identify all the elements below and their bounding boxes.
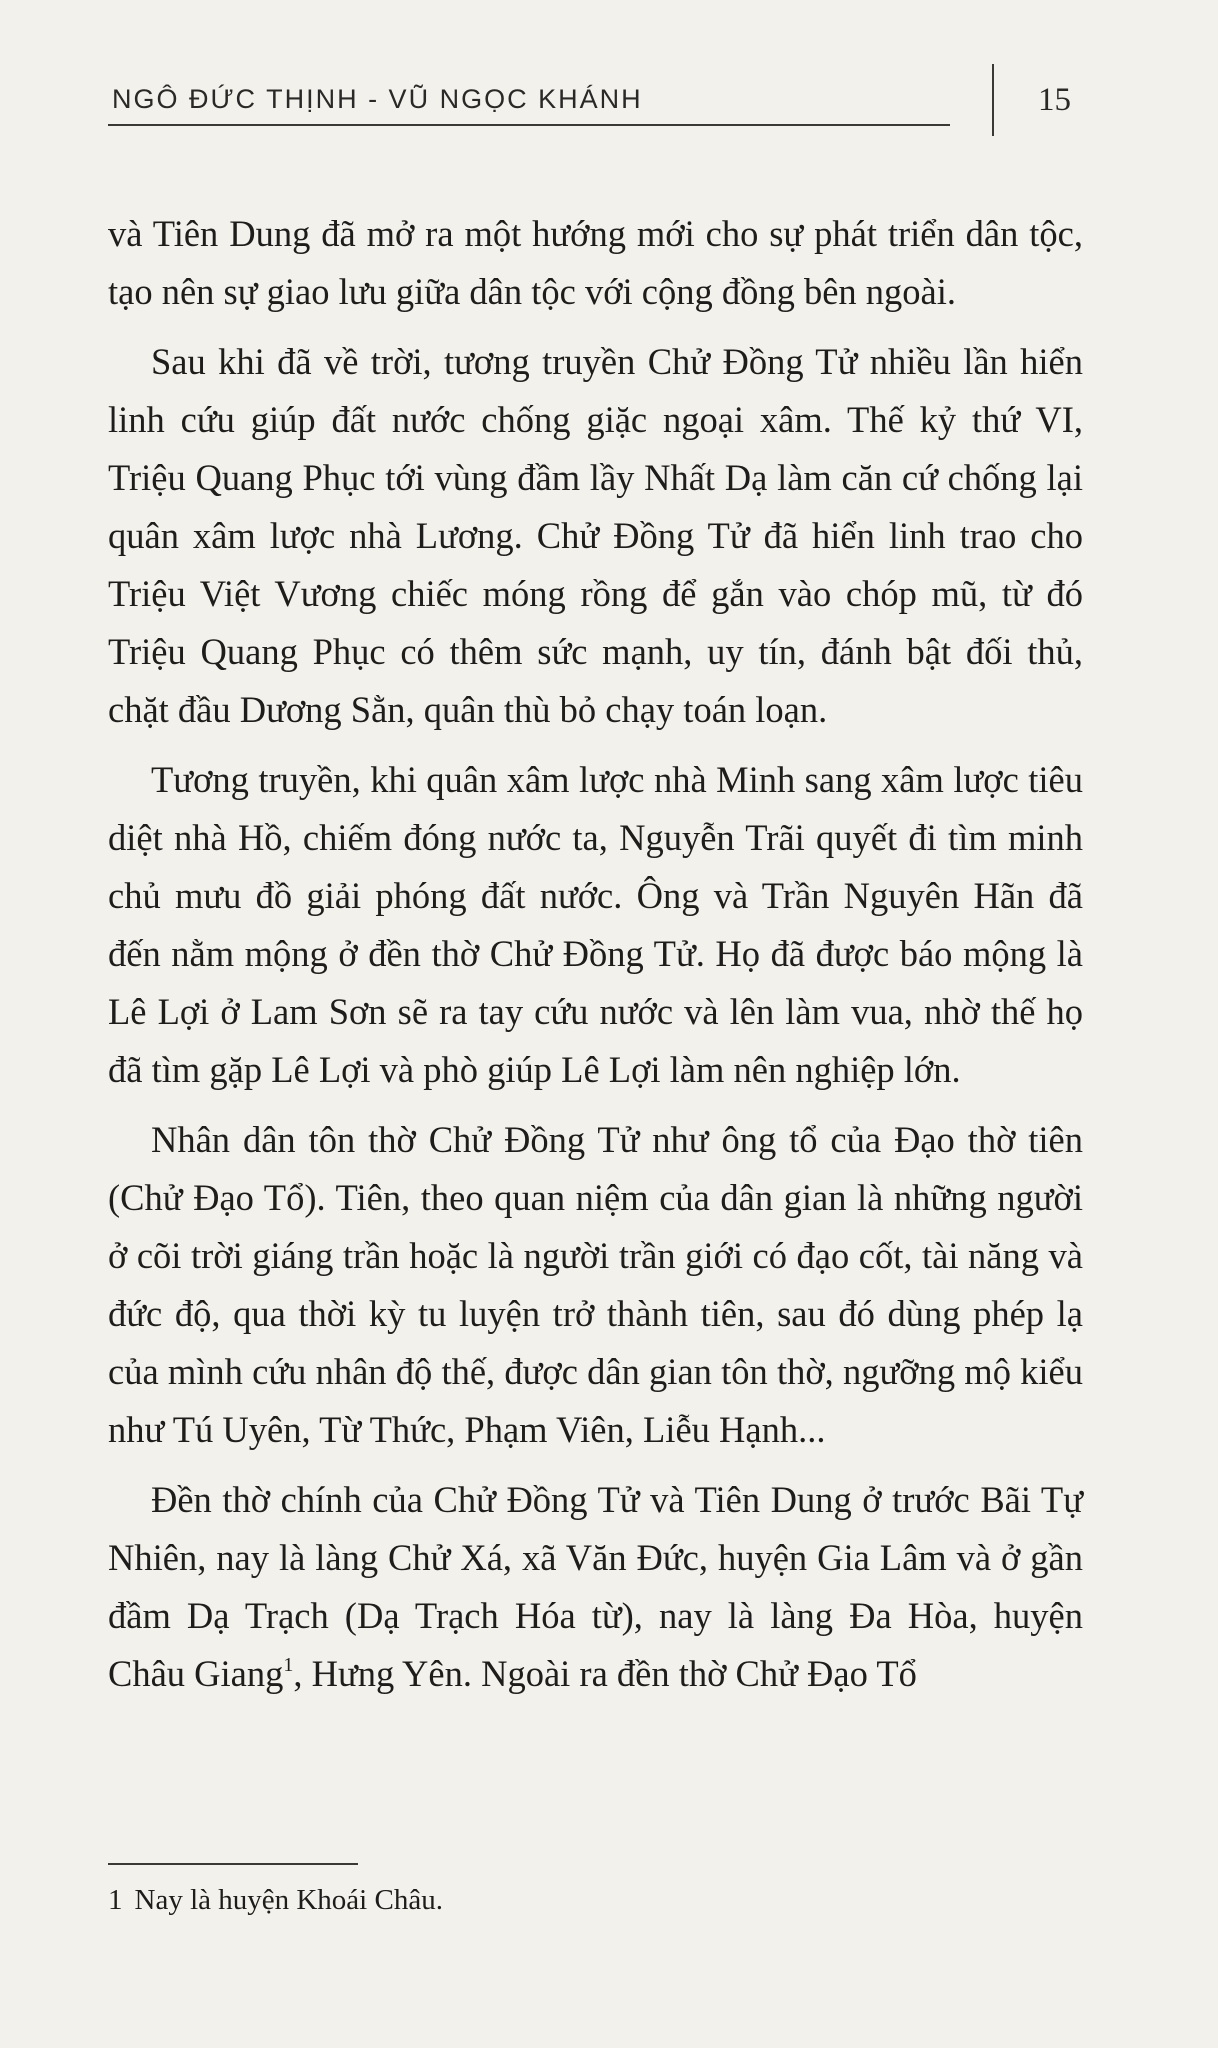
paragraph-den-tho bbox=[108, 1471, 1083, 1703]
footnote bbox=[108, 1880, 443, 1920]
paragraph-continuation: và Tiên Dung đã mở ra một hướng mới cho sự phát triển dân tộc, tạo nên sự giao lưu giữa dân tộc với cộng đồng bên ngoài. bbox=[108, 213, 1083, 312]
body-text bbox=[108, 205, 1083, 1703]
header-divider bbox=[992, 64, 994, 136]
page-number: 15 bbox=[1038, 82, 1071, 118]
footnote-rule bbox=[108, 1863, 358, 1865]
paragraph-text-after-note: , Hưng Yên. Ngoài ra đền thờ Chử Đạo Tổ bbox=[293, 1653, 917, 1694]
paragraph-text-before-note: Đền thờ chính của Chử Đồng Tử và Tiên Dung ở trước Bãi Tự Nhiên, nay là làng Chử Xá, xã Văn Đức, huyện Gia Lâm và ở gần đầm Dạ Trạch (Dạ Trạch Hóa từ), nay là làng Đa Hòa, huyện Châu Giang bbox=[108, 1479, 1083, 1694]
paragraph-nguyen-trai-legend: Tương truyền, khi quân xâm lược nhà Minh sang xâm lược tiêu diệt nhà Hồ, chiếm đóng nước ta, Nguyễn Trãi quyết đi tìm minh chủ mưu đồ giải phóng đất nước. Ông và Trần Nguyên Hãn đã đến nằm mộng ở đền thờ Chử Đồng Tử. Họ đã được báo mộng là Lê Lợi ở Lam Sơn sẽ ra tay cứu nước và lên làm vua, nhờ thế họ đã tìm gặp Lê Lợi và phò giúp Lê Lợi làm nên nghiệp lớn. bbox=[108, 759, 1083, 1090]
footnote-text: Nay là huyện Khoái Châu. bbox=[134, 1884, 443, 1916]
footnote-number: 1 bbox=[108, 1884, 123, 1916]
footnote-reference[interactable]: 1 bbox=[283, 1653, 294, 1676]
paragraph-dao-tho-tien: Nhân dân tôn thờ Chử Đồng Tử như ông tổ của Đạo thờ tiên (Chử Đạo Tổ). Tiên, theo quan niệm của dân gian là những người ở cõi trời giáng trần hoặc là người trần giới có đạo cốt, tài năng và đức độ, qua thời kỳ tu luyện trở thành tiên, sau đó dùng phép lạ của mình cứu nhân độ thế, được dân gian tôn thờ, ngưỡng mộ kiểu như Tú Uyên, Từ Thức, Phạm Viên, Liễu Hạnh... bbox=[108, 1119, 1083, 1450]
paragraph-chu-dong-tu-hien-linh: Sau khi đã về trời, tương truyền Chử Đồng Tử nhiều lần hiển linh cứu giúp đất nước chống giặc ngoại xâm. Thế kỷ thứ VI, Triệu Quang Phục tới vùng đầm lầy Nhất Dạ làm căn cứ chống lại quân xâm lược nhà Lương. Chử Đồng Tử đã hiển linh trao cho Triệu Việt Vương chiếc móng rồng để gắn vào chóp mũ, từ đó Triệu Quang Phục có thêm sức mạnh, uy tín, đánh bật đối thủ, chặt đầu Dương Sằn, quân thù bỏ chạy toán loạn. bbox=[108, 341, 1083, 730]
running-header-title: NGÔ ĐỨC THỊNH - VŨ NGỌC KHÁNH bbox=[112, 84, 643, 114]
header-rule bbox=[108, 124, 950, 126]
